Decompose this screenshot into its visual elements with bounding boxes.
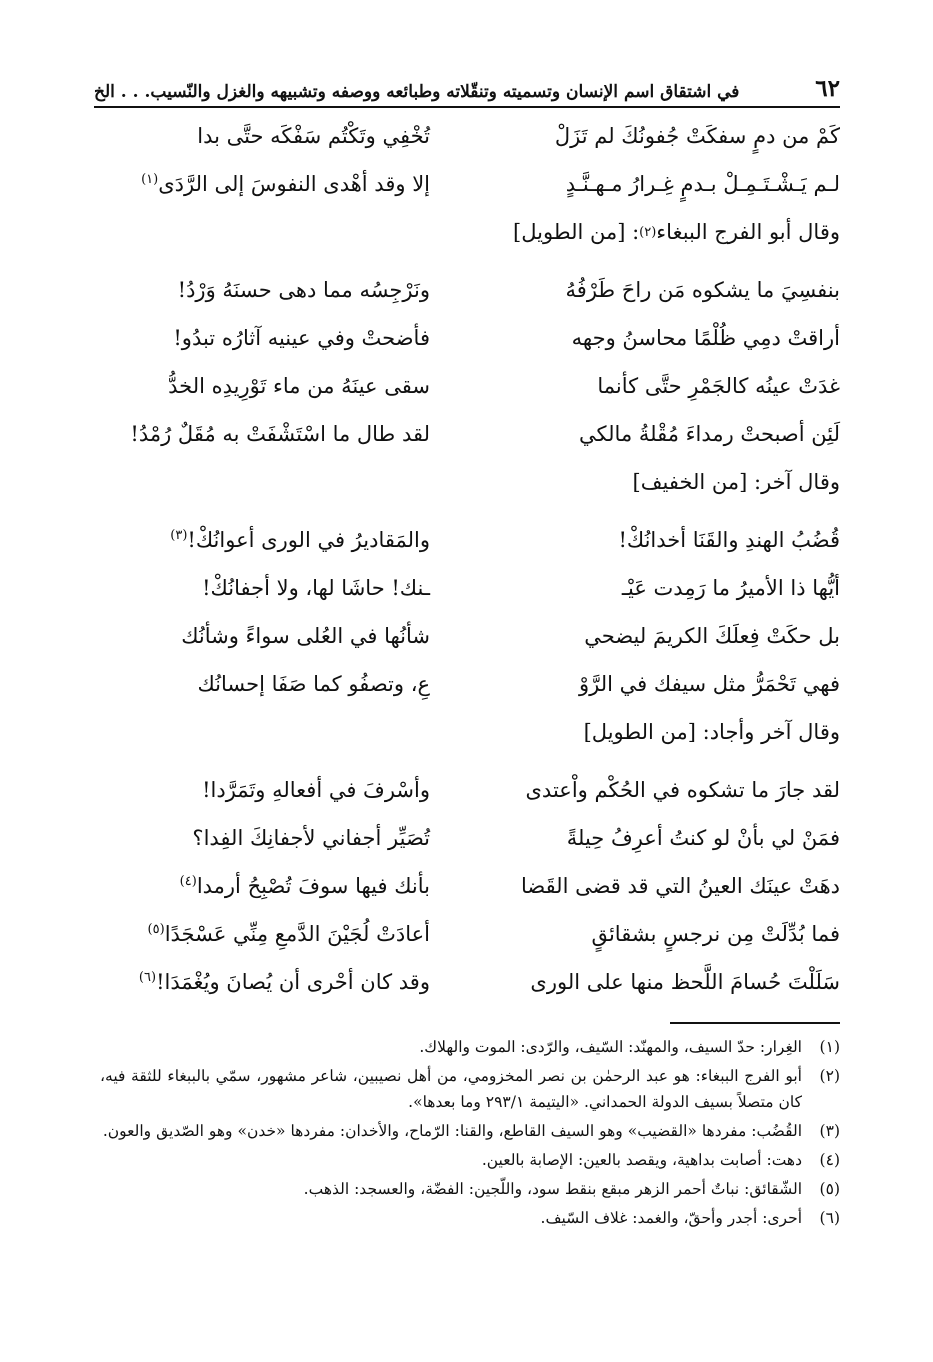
verse-line [100,766,840,814]
verse-line [100,612,840,660]
verse-line [100,958,840,1006]
intro-text: وقال آخر: [من الخفيف] [632,470,840,494]
verse-line [100,266,840,314]
footnote-marker: (١) [141,172,159,187]
verse-line [100,362,840,410]
second-hemistich [100,874,430,898]
intro-text: وقال آخر وأجاد: [من الطويل] [583,720,840,744]
second-hemistich: لقد طال ما اسْتَشْفَتْ به مُقَلٌ رُمْدُ! [130,422,430,446]
footnote-text: أحرى: أجدر وأحقّ، والغمد: غلاف السّيف. [540,1209,802,1227]
footnote [100,1176,840,1202]
verse-line [100,910,840,958]
footnote [100,1063,840,1115]
footnote-number: (٣) [819,1122,840,1140]
footnote-number: (٦) [819,1209,840,1227]
second-hemistich: تُخْفِي وتَكْتُم سَفْكَه حتَّى بدا [197,124,430,148]
intro-text: وقال أبو الفرج الببغاء [656,220,840,244]
verse-line [100,410,840,458]
verse-line [100,160,840,208]
hemistich-text: إلا وقد أهْدى النفوسَ إلى الرَّدَى [158,172,430,196]
first-hemistich: لـم يَـشْـتَـمِـلْ بـدمٍ غِـرارُ مـهـنَّـدٍ [565,172,840,196]
hemistich-text: والمَقاديرُ في الورى أعوانُكْ! [187,528,430,552]
verse-line [100,112,840,160]
verse-line [100,862,840,910]
poem-intro [100,708,840,756]
second-hemistich: فأضحتْ وفي عينيه آثارُه تبدُو! [173,326,430,350]
first-hemistich: قُضُبُ الهندِ والقَنَا أخدانُكْ! [618,528,840,552]
footnote-text: دهت: أصابت بداهية، ويقصد بالعين: الإصابة بالعين. [481,1151,802,1169]
first-hemistich: لَئِن أصبحتْ رمداءَ مُقْلةُ مالكي [579,422,840,446]
verse-line [100,564,840,612]
second-hemistich [100,922,430,946]
second-hemistich: ـنك! حاشَا لها، ولا أجفانُكْ! [202,576,430,600]
poem-intro [100,208,840,256]
verse-line [100,314,840,362]
first-hemistich: أراقتْ دمِي ظُلْمًا محاسنُ وجهه [571,326,840,350]
first-hemistich: غدَتْ عينُه كالجَمْرِ حتَّى كأنما [597,374,840,398]
verse-line [100,516,840,564]
first-hemistich: سَلَلْتَ حُسامَ اللَّحظ منها على الورى [530,970,840,994]
footnote-text: الغِرار: حدّ السيف، والمهنّد: السّيف، والرّدى: الموت والهلاك. [419,1038,802,1056]
first-hemistich: لقد جارَ ما تشكوه في الحُكْم واْعتدى [525,778,840,802]
verse-line [100,814,840,862]
footnote-marker: (٥) [147,922,165,937]
poem-intro [100,458,840,506]
footnote-text: الشّقائق: نباتٌ أحمر الزهر مبقع بنقط سود، واللّجين: الفضّة، والعسجد: الذهب. [303,1180,802,1198]
footnote-marker: (٢) [639,224,657,240]
footnotes [100,1034,840,1234]
footnote-marker: (٤) [179,874,197,889]
running-title: في اشتقاق اسم الإنسان وتسميته وتنقّلاته وطبائعه ووصفه وتشبيهه والغزل والنّسيب. . . الخ [94,82,740,102]
footnote [100,1118,840,1144]
first-hemistich: أيُّها ذا الأميرُ ما رَمِدت عَيْـ [621,576,840,600]
second-hemistich [100,528,430,552]
second-hemistich [100,970,430,994]
second-hemistich: تُصَيِّر أجفاني لأجفانِكَ الفِدا؟ [192,826,430,850]
verse-line [100,660,840,708]
footnote [100,1147,840,1173]
footnote-separator [670,1022,840,1024]
footnote [100,1205,840,1231]
footnote-marker: (٣) [170,528,188,543]
footnote-number: (٢) [819,1067,840,1085]
second-hemistich [100,172,430,196]
page-number: ٦٢ [815,75,840,102]
second-hemistich: سقى عينَهُ من ماء تَوْرِيدِه الخدُّ [168,374,430,398]
first-hemistich: فهي تَحْمَرُّ مثل سيفك في الرَّوْ [579,672,840,696]
poem-body [100,112,840,1006]
first-hemistich: كَمْ من دمٍ سفكَتْ جُفونُكَ لم تَزَلْ [554,124,840,148]
intro-meter: : [من الطويل] [513,220,640,244]
second-hemistich: ونَرْجِسُه مما دهى حسنَهُ وَرْدُ! [177,278,430,302]
hemistich-text: بأنك فيها سوفَ تُصْبِحُ أرمدا [196,874,430,898]
footnote-text: القُضُب: مفردها «القضيب» وهو السيف القاطع، والقنا: الرّماح، والأخدان: مفردها «خدن» وهو الصّديق والعون. [102,1122,802,1140]
footnote-number: (٤) [819,1151,840,1169]
footnote-text: أبو الفرج الببغاء: هو عبد الرحمٰن بن نصر المخزومي، من أهل نصيبين، شاعر مشهور، سمّي بالببغاء للثقة فيه، كان متصلاً بسيف الدولة الحمداني. «اليتيمة ٢٩٣/١ وما بعدها». [100,1067,802,1111]
second-hemistich: شأنُها في العُلى سواءً وشأنُك [181,624,430,648]
footnote-number: (١) [819,1038,840,1056]
hemistich-text: أعادَتْ لُجَيْنَ الدَّمعِ مِنِّي عَسْجَدًا [164,922,430,946]
first-hemistich: بل حكَتْ فِعلَكَ الكريمَ ليضحي [584,624,840,648]
first-hemistich: بنفسِيَ ما يشكوه مَن راحَ طَرْفُهُ [565,278,840,302]
hemistich-text: وقد كان أحْرى أن يُصانَ ويُغْمَدَا! [156,970,430,994]
footnote [100,1034,840,1060]
footnote-number: (٥) [819,1180,840,1198]
second-hemistich: عِ، وتصفُو كما صَفَا إحسانُك [197,672,430,696]
first-hemistich: دهَتْ عينَك العينُ التي قد قضى القَضا [520,874,840,898]
second-hemistich: وأسْرفَ في أفعالهِ وتَمَرَّدا! [202,778,430,802]
page-header [94,62,840,108]
first-hemistich: فما بُدِّلَتْ مِن نرجسٍ بشقائقٍ [591,922,840,946]
first-hemistich: فمَنْ لي بأنْ لو كنتُ أعرِفُ حِيلةً [566,826,840,850]
footnote-marker: (٦) [138,970,157,985]
